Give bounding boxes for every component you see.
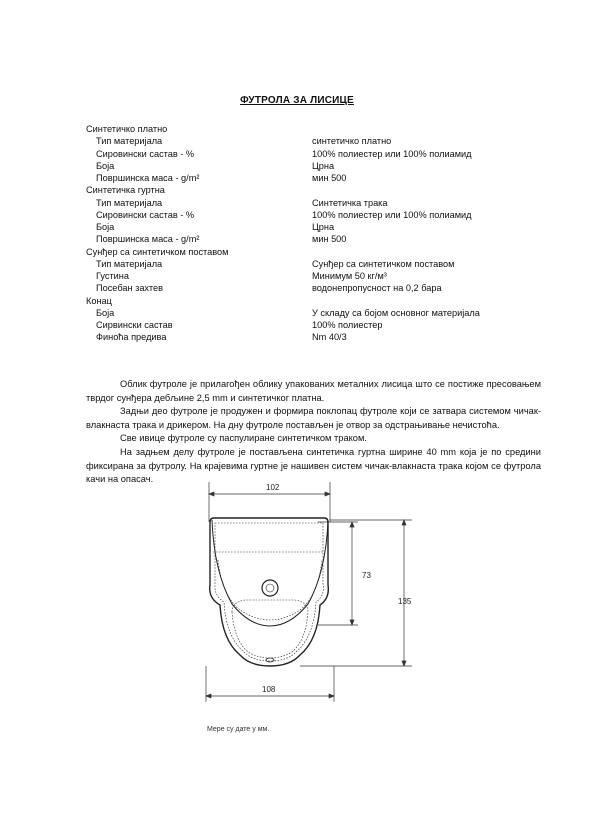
holster-outline [210, 518, 329, 666]
dim-label-inner: 73 [362, 571, 371, 580]
spec-label: Површинска маса - g/m² [96, 234, 200, 245]
spec-value: Синтетичка трака [312, 197, 388, 208]
spec-label: Тип материјала [96, 136, 163, 147]
dim-label-bottom: 108 [262, 685, 276, 694]
dim-label-outer: 135 [398, 597, 412, 606]
spec-label: Тип материјала [96, 197, 163, 208]
spec-value: синтетичко платно [312, 136, 392, 147]
description-paragraph: На задњем делу футроле је постављена синтетичка гуртна ширине 40 mm која је по средини фиксирана за футролу. На крајевима гуртне је нашивен систем чичак-влакнаста трака којом се футрола качи на опасач. [86, 446, 541, 485]
spec-label: Конац [86, 295, 112, 306]
spec-value: Црна [312, 222, 335, 232]
spec-value: Црна [312, 160, 335, 171]
description-paragraph: Све ивице футроле су паспулиране синтетичком траком. [120, 433, 367, 444]
drain-hole-icon [266, 658, 274, 662]
spec-label: Сировински састав - % [96, 148, 195, 159]
spec-label: Боја [96, 222, 115, 232]
description-paragraph: Задњи део футроле је продужен и формира поклопац футроле који се затвара системом чичак-влакнаста трака и дрикером. На дну футроле постављен је отвор за одстрањивање нечистоћа. [86, 406, 541, 430]
spec-label: Синтетичка гуртна [86, 185, 165, 196]
spec-label: Боја [96, 160, 115, 171]
document-title: ФУТРОЛА ЗА ЛИСИЦЕ [240, 95, 354, 106]
spec-value: Nm 40/3 [312, 332, 347, 343]
description-paragraph: Облик футроле је прилагођен облику упакованих металних лисица што се постиже пресовањем тврдог сунђера дебљине 2,5 mm и синтетичког платна. [86, 379, 541, 403]
snap-button-icon [262, 580, 278, 596]
spec-value: 100% полиестер или 100% полиамид [312, 148, 472, 159]
spec-label: Површинска маса - g/m² [96, 173, 200, 183]
spec-label: Тип материјала [96, 258, 163, 269]
spec-value: мин 500 [312, 173, 347, 183]
dim-label-top: 102 [266, 483, 280, 492]
spec-value: 100% полиестер [312, 320, 383, 330]
spec-value: Сунђер са синтетичком поставом [312, 258, 455, 269]
units-note: Мере су дате у мм. [207, 726, 270, 733]
spec-label: Финоћа предива [96, 332, 167, 343]
spec-label: Синтетичко платно [86, 124, 168, 134]
spec-label: Сировински састав - % [96, 209, 195, 220]
spec-value: мин 500 [312, 234, 347, 245]
spec-label: Густина [96, 271, 129, 281]
spec-label: Сирвински састав [96, 320, 173, 330]
spec-label: Посебан захтев [96, 283, 164, 294]
spec-label: Боја [96, 307, 115, 318]
spec-label: Сунђер са синтетичком поставом [86, 246, 229, 257]
spec-value: Минимум 50 кг/м³ [312, 271, 387, 281]
spec-value: У складу са бојом основног материјала [312, 307, 480, 318]
spec-value: 100% полиестер или 100% полиамид [312, 209, 472, 220]
spec-value: водонепропусност на 0,2 бара [312, 283, 442, 294]
